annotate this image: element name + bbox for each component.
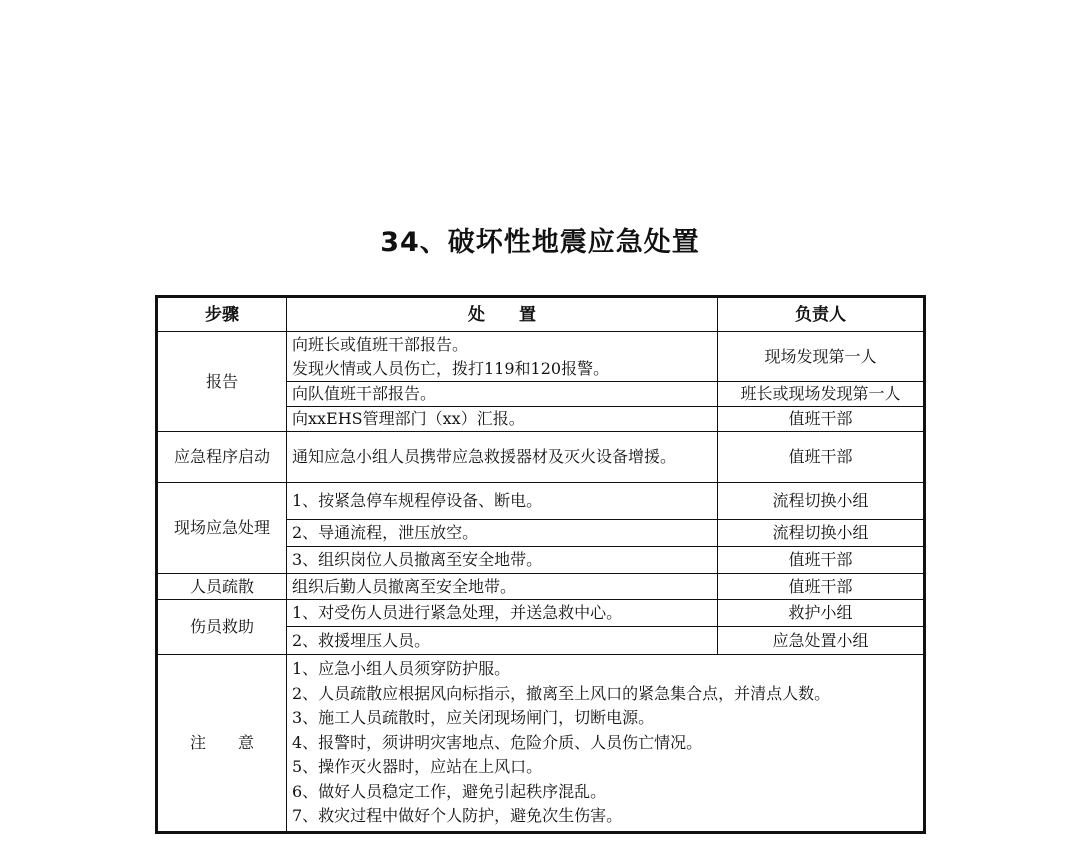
table-row bbox=[157, 332, 925, 382]
note-item: 7、救灾过程中做好个人防护，避免次生伤害。 bbox=[292, 806, 623, 825]
step-report: 报告 bbox=[157, 332, 287, 432]
rescue-owner-1: 救护小组 bbox=[718, 600, 925, 627]
table-header-row bbox=[157, 297, 925, 332]
header-owner: 负责人 bbox=[718, 297, 925, 332]
table-row bbox=[157, 600, 925, 627]
onsite-action-1: 1、按紧急停车规程停设备、断电。 bbox=[287, 483, 718, 520]
evacuation-action: 组织后勤人员撤离至安全地带。 bbox=[287, 574, 718, 600]
note-item: 4、报警时，须讲明灾害地点、危险介质、人员伤亡情况。 bbox=[292, 732, 703, 752]
header-step: 步骤 bbox=[157, 297, 287, 332]
table-row bbox=[157, 432, 925, 483]
report-owner-3: 值班干部 bbox=[718, 407, 925, 432]
note-item: 6、做好人员稳定工作，避免引起秩序混乱。 bbox=[292, 781, 607, 801]
step-rescue: 伤员救助 bbox=[157, 600, 287, 655]
table-row bbox=[157, 574, 925, 600]
header-action: 处 置 bbox=[287, 297, 718, 332]
step-onsite: 现场应急处理 bbox=[157, 483, 287, 574]
rescue-owner-2: 应急处置小组 bbox=[718, 627, 925, 655]
note-item: 2、人员疏散应根据风向标指示，撤离至上风口的紧急集合点，并清点人数。 bbox=[292, 683, 831, 703]
report-owner-2: 班长或现场发现第一人 bbox=[718, 382, 925, 407]
step-startup: 应急程序启动 bbox=[157, 432, 287, 483]
startup-action: 通知应急小组人员携带应急救援器材及灭火设备增援。 bbox=[287, 432, 718, 483]
onsite-action-2: 2、导通流程，泄压放空。 bbox=[287, 520, 718, 547]
table-row bbox=[157, 655, 925, 833]
rescue-action-1: 1、对受伤人员进行紧急处理，并送急救中心。 bbox=[287, 600, 718, 627]
evacuation-owner: 值班干部 bbox=[718, 574, 925, 600]
note-item: 3、施工人员疏散时，应关闭现场闸门，切断电源。 bbox=[292, 708, 655, 727]
notes-list bbox=[287, 655, 925, 833]
report-action-2: 向队值班干部报告。 bbox=[287, 382, 718, 407]
rescue-action-2: 2、救援埋压人员。 bbox=[287, 627, 718, 655]
onsite-owner-2: 流程切换小组 bbox=[718, 520, 925, 547]
step-evacuation: 人员疏散 bbox=[157, 574, 287, 600]
report-owner-1: 现场发现第一人 bbox=[718, 332, 925, 382]
step-notes: 注 意 bbox=[157, 655, 287, 833]
onsite-owner-1: 流程切换小组 bbox=[718, 483, 925, 520]
note-item: 1、应急小组人员须穿防护服。 bbox=[292, 659, 511, 678]
onsite-action-3: 3、组织岗位人员撤离至安全地带。 bbox=[287, 547, 718, 574]
emergency-procedure-table bbox=[155, 295, 926, 834]
report-action-3: 向xxEHS管理部门（xx）汇报。 bbox=[287, 407, 718, 432]
onsite-owner-3: 值班干部 bbox=[718, 547, 925, 574]
report-action-1: 向班长或值班干部报告。 发现火情或人员伤亡，拨打119和120报警。 bbox=[287, 332, 718, 382]
table-row bbox=[157, 483, 925, 520]
note-item: 5、操作灭火器时，应站在上风口。 bbox=[292, 757, 543, 776]
startup-owner: 值班干部 bbox=[718, 432, 925, 483]
page-title: 34、破坏性地震应急处置 bbox=[380, 227, 700, 258]
